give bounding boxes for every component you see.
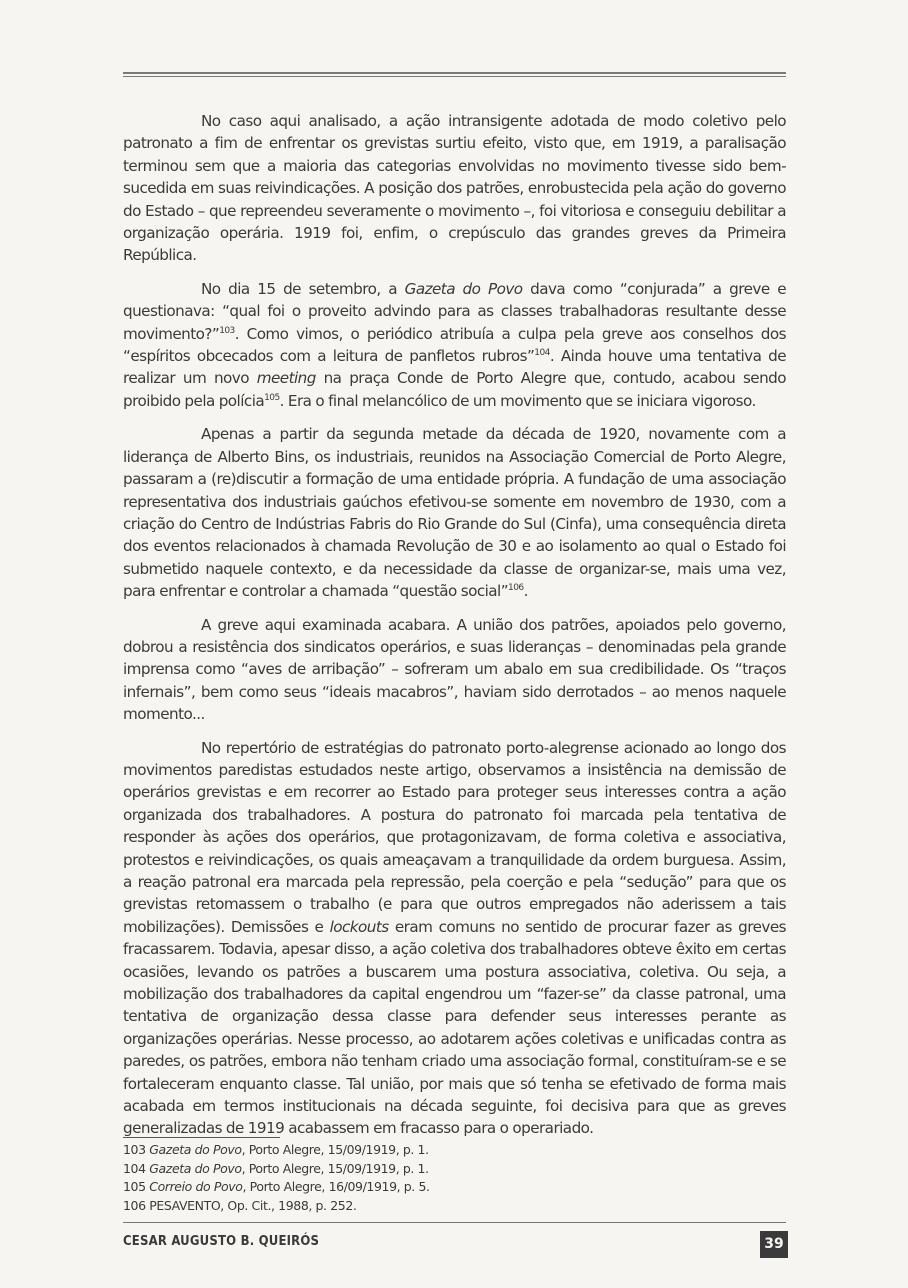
footer-author: CESAR AUGUSTO B. QUEIRÓS: [123, 1234, 320, 1249]
paragraph: [123, 737, 786, 1140]
footnote-number: 105: [123, 1179, 146, 1194]
footer-rule: [123, 1222, 786, 1223]
italic-text: lockouts: [329, 917, 389, 936]
footnotes: [123, 1141, 786, 1215]
text-run: . Ainda houve uma tentativa de realizar um novo: [123, 347, 786, 388]
italic-text: Gazeta do Povo: [404, 279, 523, 298]
footnote-number: 103: [123, 1142, 146, 1157]
footnote-item: [123, 1141, 786, 1160]
text-run: Apenas a partir da segunda metade da década de 1920, novamente com a liderança de Alberto Bins, os industriais, reunidos na Associação Comercial de Porto Alegre, passaram a (re)discutir a formação de uma entidade própria. A fundação de uma associação representativa dos industriais gaúchos efetivou-se somente em novembro de 1930, com a criação do Centro de Indústrias Fabris do Rio Grande do Sul (Cinfa), uma consequência direta dos eventos relacionados à chamada Revolução de 30 e ao isolamento ao qual o Estado foi submetido naquele contexto, e da necessidade da classe de organizar-se, mais uma vez, para enfrentar e controlar a chamada “questão social”: [123, 425, 786, 601]
paragraph: [123, 614, 786, 726]
footnote-ref: 105: [264, 392, 280, 403]
footnote-number: 106: [123, 1197, 146, 1213]
footnote-ref: 103: [219, 325, 235, 336]
page-number: 39: [760, 1231, 788, 1258]
footnote-text: PESAVENTO, Op. Cit., 1988, p. 252.: [149, 1197, 357, 1213]
text-run: No dia 15 de setembro, a: [201, 279, 405, 298]
paragraph: [123, 423, 786, 602]
text-run: . Era o final melancólico de um movimento que se iniciara vigoroso.: [279, 391, 756, 410]
footnote-ref: 104: [534, 348, 550, 358]
footnote-text: , Porto Alegre, 15/09/1919, p. 1.: [241, 1142, 429, 1157]
text-run: .: [523, 582, 528, 601]
text-run: A greve aqui examinada acabara. A união dos patrões, apoiados pelo governo, dobrou a resistência dos sindicatos operários, e suas lideranças – denominadas pela grande imprensa como “aves de arribação” – sofreram um abalo em sua credibilidade. Os “traços infernais”, bem como seus “ideais macabros”, haviam sido derrotados – ao menos naquele momento...: [123, 615, 786, 724]
text-run: No repertório de estratégias do patronato porto-alegrense acionado ao longo dos movimentos paredistas estudados neste artigo, observamos a insistência na demissão de operários grevistas e em recorrer ao Estado para proteger seus interesses contra a ação organizada dos trabalhadores. A postura do patronato foi marcada pela tentativa de responder às ações dos operários, que protagonizavam, de forma coletiva e associativa, protestos e reivindicações, os quais ameaçavam a tranquilidade da ordem burguesa. Assim, a reação patronal era marcada pela repressão, pela coerção e pela “sedução” para que os grevistas retomassem o trabalho (e para que outros empregados não aderissem a tais mobilizações). Demissões e: [123, 738, 786, 936]
footnote-source: Correio do Povo: [149, 1179, 243, 1194]
text-run: dava como “conjurada” a greve e questionava: “qual foi o proveito advindo para as classes trabalhadoras resultante desse movimento?”: [123, 279, 787, 343]
footnote-ref: 106: [508, 583, 524, 594]
footnote-text: , Porto Alegre, 16/09/1919, p. 5.: [242, 1179, 430, 1194]
text-run: eram comuns no sentido de procurar fazer as greves fracassarem. Todavia, apesar disso, a ação coletiva dos trabalhadores obteve êxito em certas ocasiões, levando os patrões a buscarem uma postura associativa, coletiva. Ou seja, a mobilização dos trabalhadores da capital engendrou um “fazer-se” da classe patronal, uma tentativa de organização dessa classe para defender seus interesses perante as organizações operárias. Nesse processo, ao adotarem ações coletivas e unificadas contra as paredes, os patrões, embora não tenham criado uma associação formal, constituíram-se e se fortaleceram enquanto classe. Tal união, por mais que só tenha se efetivado de forma mais acabada em termos institucionais na década seguinte, foi decisiva para que as greves generalizadas de 1919 acabassem em fracasso para o operariado.: [123, 917, 786, 1138]
footnote-item: [123, 1178, 786, 1197]
footnote-text: , Porto Alegre, 15/09/1919, p. 1.: [241, 1160, 429, 1176]
text-run: na praça Conde de Porto Alegre que, contudo, acabou sendo proibido pela polícia: [123, 369, 787, 410]
footnote-number: 104: [123, 1160, 146, 1176]
footnote-item: [123, 1197, 786, 1216]
footnote-item: [123, 1160, 786, 1179]
italic-text: meeting: [256, 369, 316, 388]
text-run: . Como vimos, o periódico atribuía a culpa pela greve aos conselhos dos “espíritos obcecados com a leitura de panfletos rubros”: [123, 324, 786, 366]
header-rule: [123, 72, 786, 74]
footnote-source: Gazeta do Povo: [149, 1142, 242, 1157]
paragraph: [123, 110, 786, 267]
footnote-source: Gazeta do Povo: [149, 1160, 242, 1176]
text-run: No caso aqui analisado, a ação intransigente adotada de modo coletivo pelo patronato a fim de enfrentar os grevistas surtiu efeito, visto que, em 1919, a paralisação terminou sem que a maioria das categorias envolvidas no movimento tivesse sido bem-sucedida em suas reivindicações. A posição dos patrões, enrobustecida pela ação do governo do Estado – que repreendeu severamente o movimento –, foi vitoriosa e conseguiu debilitar a organização operária. 1919 foi, enfim, o crepúsculo das grandes greves da Primeira República.: [123, 112, 786, 265]
footnote-separator: [123, 1137, 280, 1138]
body-text: [123, 110, 786, 1151]
paragraph: [123, 278, 786, 412]
